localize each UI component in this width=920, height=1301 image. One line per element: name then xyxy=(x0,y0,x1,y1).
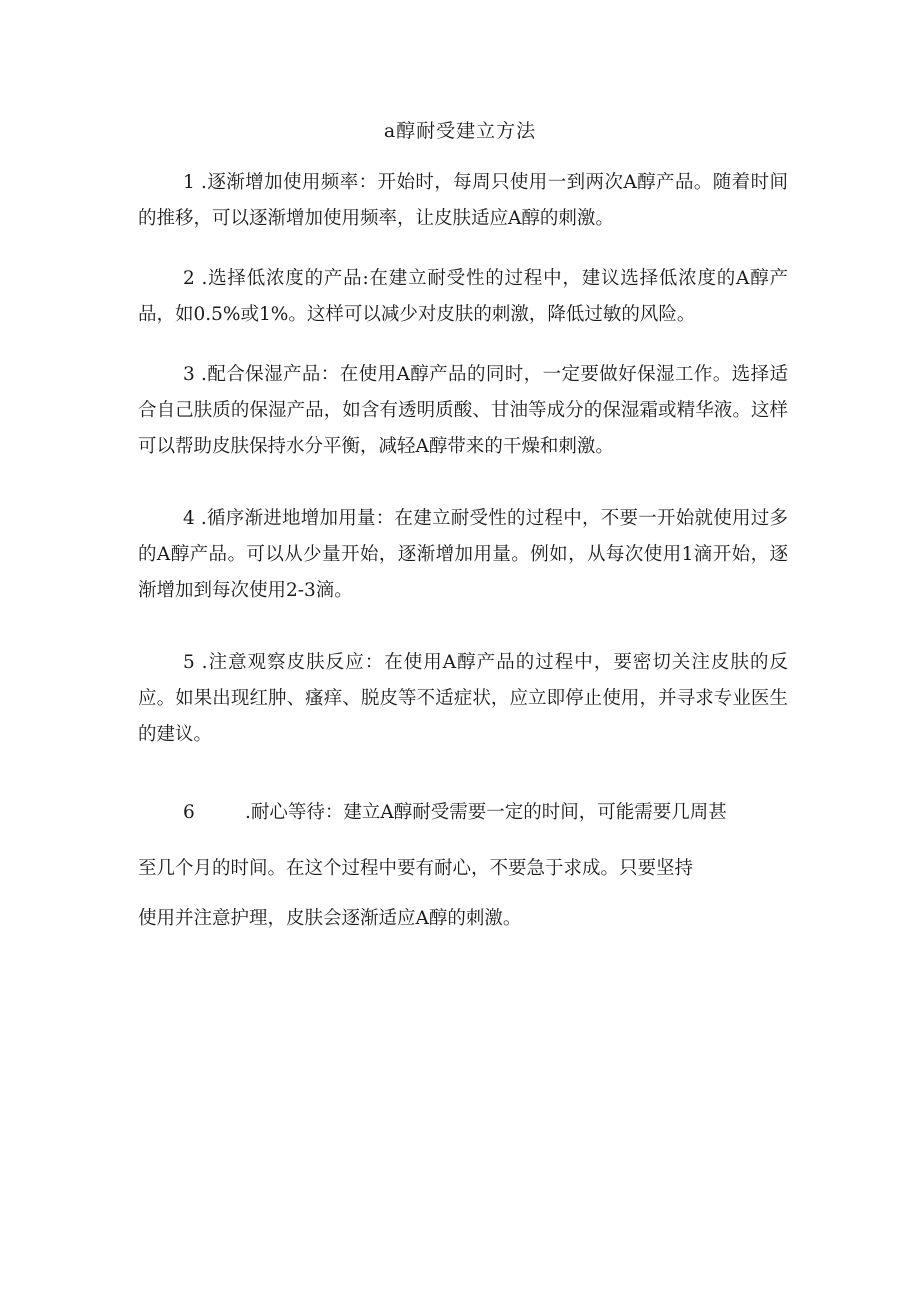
paragraph-6-line-2: 至几个月的时间。在这个过程中要有耐心，不要急于求成。只要坚持 xyxy=(138,858,694,879)
paragraph-3: 3 .配合保湿产品：在使用A醇产品的同时，一定要做好保湿工作。选择适合自己肤质的保湿产品，如含有透明质酸、甘油等成分的保湿霜或精华液。这样可以帮助皮肤保持水分平衡，减轻A醇带来的干燥和刺激。 xyxy=(138,364,788,457)
paragraph-6-line-1 xyxy=(138,798,788,828)
paragraph-6-line-1-text: .耐心等待：建立A醇耐受需要一定的时间，可能需要几周甚 xyxy=(245,802,727,823)
document-title: a醇耐受建立方法 xyxy=(383,120,537,142)
paragraph-4: 4 .循序渐进地增加用量：在建立耐受性的过程中，不要一开始就使用过多的A醇产品。可以从少量开始，逐渐增加用量。例如，从每次使用1滴开始，逐渐增加到每次使用2-3滴。 xyxy=(138,508,788,601)
paragraph-6-line-3: 使用并注意护理，皮肤会逐渐适应A醇的刺激。 xyxy=(138,908,522,929)
paragraph-1: 1 .逐渐增加使用频率：开始时，每周只使用一到两次A醇产品。随着时间的推移，可以逐渐增加使用频率，让皮肤适应A醇的刺激。 xyxy=(138,172,788,229)
paragraph-5: 5 .注意观察皮肤反应：在使用A醇产品的过程中，要密切关注皮肤的反应。如果出现红肿、瘙痒、脱皮等不适症状，应立即停止使用，并寻求专业医生的建议。 xyxy=(138,652,788,745)
paragraph-2: 2 .选择低浓度的产品:在建立耐受性的过程中，建议选择低浓度的A醇产品，如0.5%或1%。这样可以减少对皮肤的刺激，降低过敏的风险。 xyxy=(138,268,788,325)
paragraph-6-number: 6 xyxy=(183,802,195,823)
